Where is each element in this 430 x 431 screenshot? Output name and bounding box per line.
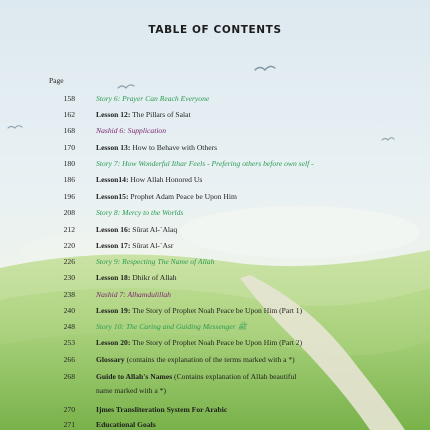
toc-row[interactable]	[0, 289, 430, 301]
entry-title: Sûrat Al-`Alaq	[130, 225, 178, 234]
entry-prefix: Lesson 17:	[96, 241, 131, 250]
page-number: 158	[63, 94, 75, 103]
entry-prefix: Lesson15:	[96, 192, 129, 201]
entry-prefix: Lesson 19:	[96, 306, 131, 315]
entry-title: Dhikr of Allah	[130, 273, 177, 282]
toc-row[interactable]	[0, 337, 430, 349]
entry-prefix: Lesson 13:	[96, 143, 131, 152]
toc-row[interactable]	[0, 272, 430, 284]
toc-row[interactable]	[0, 224, 430, 236]
page-number: 230	[63, 273, 75, 282]
page-number: 253	[63, 338, 75, 347]
page-number: 240	[63, 306, 75, 315]
page-number: 180	[63, 159, 75, 168]
entry-title: The Story of Prophet Noah Peace be Upon Him (Part 1)	[130, 306, 303, 315]
toc-row[interactable]	[0, 321, 430, 333]
entry-title: Nashid 7: Alhamdulillah	[96, 290, 171, 299]
page-number: 270	[63, 405, 75, 414]
page-number: 271	[63, 420, 75, 429]
toc-row[interactable]	[0, 256, 430, 268]
toc-row[interactable]	[0, 371, 430, 397]
entry-prefix: Glossary	[96, 355, 125, 364]
entry-prefix: Lesson 12:	[96, 110, 131, 119]
page-number: 170	[63, 143, 75, 152]
entry-title: The Story of Prophet Noah Peace be Upon Him (Part 2)	[130, 338, 303, 347]
page-number: 208	[63, 208, 75, 217]
entry-prefix: Ijmes Transliteration System For Arabic	[96, 405, 228, 414]
entry-title: Story 10: The Caring and Guiding Messenger ﷺ	[96, 322, 247, 331]
entry-title: How to Behave with Others	[130, 143, 218, 152]
entry-title: Story 9: Respecting The Name of Allah	[96, 257, 215, 266]
entry-title: Nashid 6: Supplication	[96, 126, 167, 135]
page-number: 268	[63, 372, 75, 381]
entry-title: Story 7: How Wonderful Ithar Feels - Prefering others before own self -	[96, 159, 314, 168]
entry-title: Sûrat Al-`Asr	[130, 241, 174, 250]
entry-title: (contains the explanation of the terms marked with a *)	[124, 355, 295, 364]
toc-row[interactable]	[0, 419, 430, 431]
page-number: 212	[63, 225, 75, 234]
page-number: 248	[63, 322, 75, 331]
entry-title: Prophet Adam Peace be Upon Him	[128, 192, 237, 201]
entry-title: How Allah Honored Us	[128, 175, 203, 184]
entry-prefix: Lesson 16:	[96, 225, 131, 234]
page-number: 196	[63, 192, 75, 201]
toc-row[interactable]	[0, 240, 430, 252]
page-number: 238	[63, 290, 75, 299]
entry-prefix: Educational Goals	[96, 420, 156, 429]
toc-row[interactable]	[0, 354, 430, 366]
page-number: 168	[63, 126, 75, 135]
entry-title: (Contains explanation of Allah beautiful name marked with a *)	[96, 372, 297, 395]
entry-title: Story 6: Prayer Can Reach Everyone	[96, 94, 210, 103]
toc-row[interactable]	[0, 404, 430, 416]
page-number: 220	[63, 241, 75, 250]
toc-row[interactable]	[0, 174, 430, 186]
page-column-header: Page	[49, 76, 64, 85]
toc-row[interactable]	[0, 109, 430, 121]
toc-row[interactable]	[0, 142, 430, 154]
entry-prefix: Lesson 20:	[96, 338, 131, 347]
page-number: 266	[63, 355, 75, 364]
page-number: 226	[63, 257, 75, 266]
toc-row[interactable]	[0, 191, 430, 203]
toc-row[interactable]	[0, 125, 430, 137]
entry-title: The Pillars of Salat	[130, 110, 191, 119]
toc-row[interactable]	[0, 93, 430, 105]
entry-title: Story 8: Mercy to the Worlds	[96, 208, 184, 217]
toc-row[interactable]	[0, 158, 430, 170]
entry-prefix: Guide to Allah's Names	[96, 372, 173, 381]
toc-row[interactable]	[0, 207, 430, 219]
page-number: 186	[63, 175, 75, 184]
toc-row[interactable]	[0, 305, 430, 317]
page-number: 162	[63, 110, 75, 119]
entry-prefix: Lesson14:	[96, 175, 129, 184]
page-title: TABLE OF CONTENTS	[148, 24, 282, 36]
entry-prefix: Lesson 18:	[96, 273, 131, 282]
